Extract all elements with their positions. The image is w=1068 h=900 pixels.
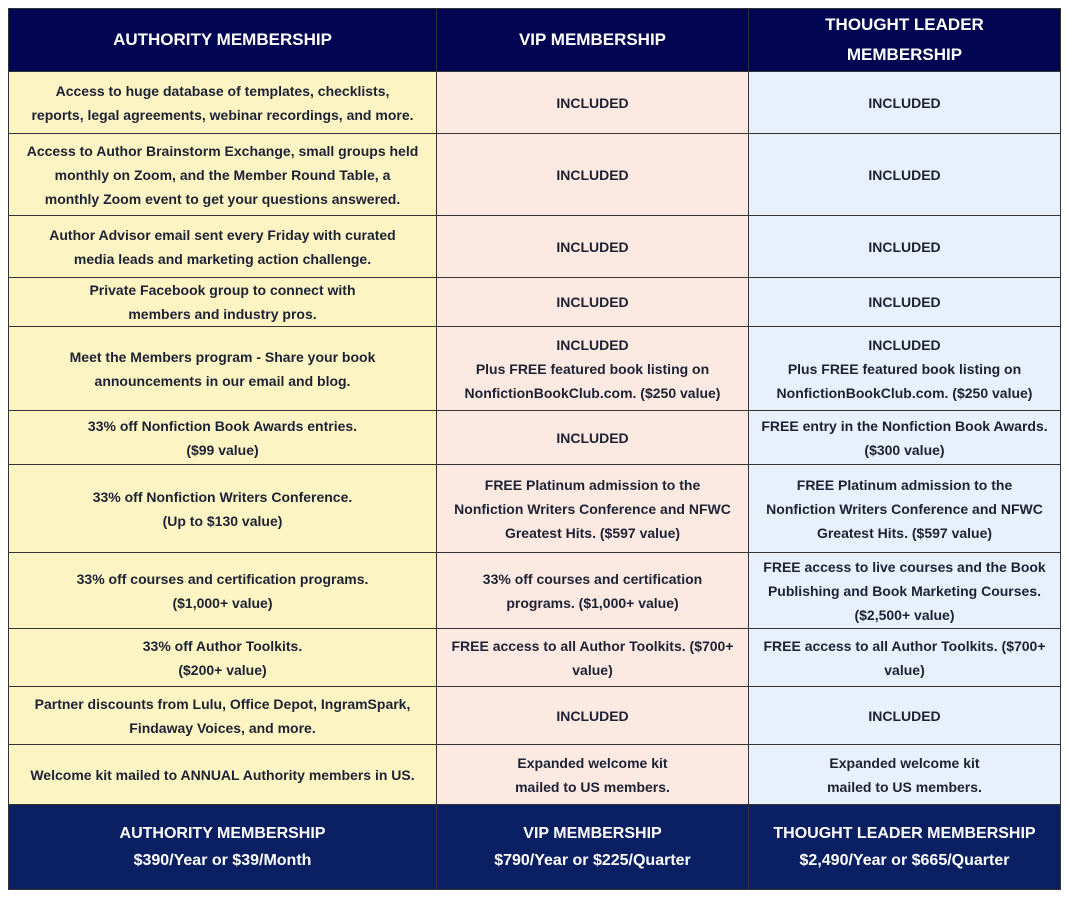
cell-thought-leader: FREE Platinum admission to the Nonfiction Writers Conference and NFWC Greatest Hits. ($597 value): [749, 465, 1061, 553]
cell-thought-leader: INCLUDED: [749, 134, 1061, 216]
cell-authority: 33% off Nonfiction Writers Conference. (Up to $130 value): [9, 465, 437, 553]
cell-thought-leader: Expanded welcome kit mailed to US members.: [749, 745, 1061, 805]
cell-authority: 33% off Nonfiction Book Awards entries. ($99 value): [9, 411, 437, 465]
cell-authority: Private Facebook group to connect with members and industry pros.: [9, 278, 437, 327]
cell-vip: INCLUDED: [437, 216, 749, 278]
cell-vip: INCLUDED Plus FREE featured book listing on NonfictionBookClub.com. ($250 value): [437, 327, 749, 411]
membership-comparison-table: [8, 8, 1061, 890]
cell-vip: INCLUDED: [437, 278, 749, 327]
cell-authority: Author Advisor email sent every Friday with curated media leads and marketing action challenge.: [9, 216, 437, 278]
cell-vip: INCLUDED: [437, 411, 749, 465]
table-row: [9, 465, 1061, 553]
cell-thought-leader: INCLUDED: [749, 687, 1061, 745]
cell-vip: INCLUDED: [437, 134, 749, 216]
cell-vip: FREE access to all Author Toolkits. ($700+ value): [437, 629, 749, 687]
table-row: [9, 134, 1061, 216]
cell-thought-leader: INCLUDED: [749, 216, 1061, 278]
cell-authority: Welcome kit mailed to ANNUAL Authority members in US.: [9, 745, 437, 805]
table-row: [9, 72, 1061, 134]
cell-thought-leader: INCLUDED Plus FREE featured book listing on NonfictionBookClub.com. ($250 value): [749, 327, 1061, 411]
price-authority: AUTHORITY MEMBERSHIP $390/Year or $39/Month: [9, 805, 437, 890]
cell-vip: FREE Platinum admission to the Nonfiction Writers Conference and NFWC Greatest Hits. ($597 value): [437, 465, 749, 553]
table-row: [9, 278, 1061, 327]
header-vip: VIP MEMBERSHIP: [437, 9, 749, 72]
cell-vip: Expanded welcome kit mailed to US members.: [437, 745, 749, 805]
cell-vip: INCLUDED: [437, 687, 749, 745]
cell-authority: Meet the Members program - Share your book announcements in our email and blog.: [9, 327, 437, 411]
table-row: [9, 216, 1061, 278]
cell-thought-leader: FREE access to live courses and the Book Publishing and Book Marketing Courses. ($2,500+ value): [749, 553, 1061, 629]
cell-thought-leader: FREE entry in the Nonfiction Book Awards. ($300 value): [749, 411, 1061, 465]
cell-vip: 33% off courses and certification programs. ($1,000+ value): [437, 553, 749, 629]
cell-authority: Access to huge database of templates, checklists, reports, legal agreements, webinar recordings, and more.: [9, 72, 437, 134]
table-row: [9, 745, 1061, 805]
cell-authority: Partner discounts from Lulu, Office Depot, IngramSpark, Findaway Voices, and more.: [9, 687, 437, 745]
pricing-row: [9, 805, 1061, 890]
price-vip: VIP MEMBERSHIP $790/Year or $225/Quarter: [437, 805, 749, 890]
cell-thought-leader: INCLUDED: [749, 72, 1061, 134]
cell-authority: Access to Author Brainstorm Exchange, small groups held monthly on Zoom, and the Member Round Table, a monthly Zoom event to get your questions answered.: [9, 134, 437, 216]
cell-authority: 33% off courses and certification programs. ($1,000+ value): [9, 553, 437, 629]
header-authority: AUTHORITY MEMBERSHIP: [9, 9, 437, 72]
cell-thought-leader: FREE access to all Author Toolkits. ($700+ value): [749, 629, 1061, 687]
header-row: [9, 9, 1061, 72]
table-row: [9, 553, 1061, 629]
header-thought-leader: THOUGHT LEADER MEMBERSHIP: [749, 9, 1061, 72]
table-row: [9, 411, 1061, 465]
table-row: [9, 629, 1061, 687]
cell-vip: INCLUDED: [437, 72, 749, 134]
cell-thought-leader: INCLUDED: [749, 278, 1061, 327]
price-thought-leader: THOUGHT LEADER MEMBERSHIP $2,490/Year or $665/Quarter: [749, 805, 1061, 890]
cell-authority: 33% off Author Toolkits. ($200+ value): [9, 629, 437, 687]
table-row: [9, 687, 1061, 745]
table-row: [9, 327, 1061, 411]
